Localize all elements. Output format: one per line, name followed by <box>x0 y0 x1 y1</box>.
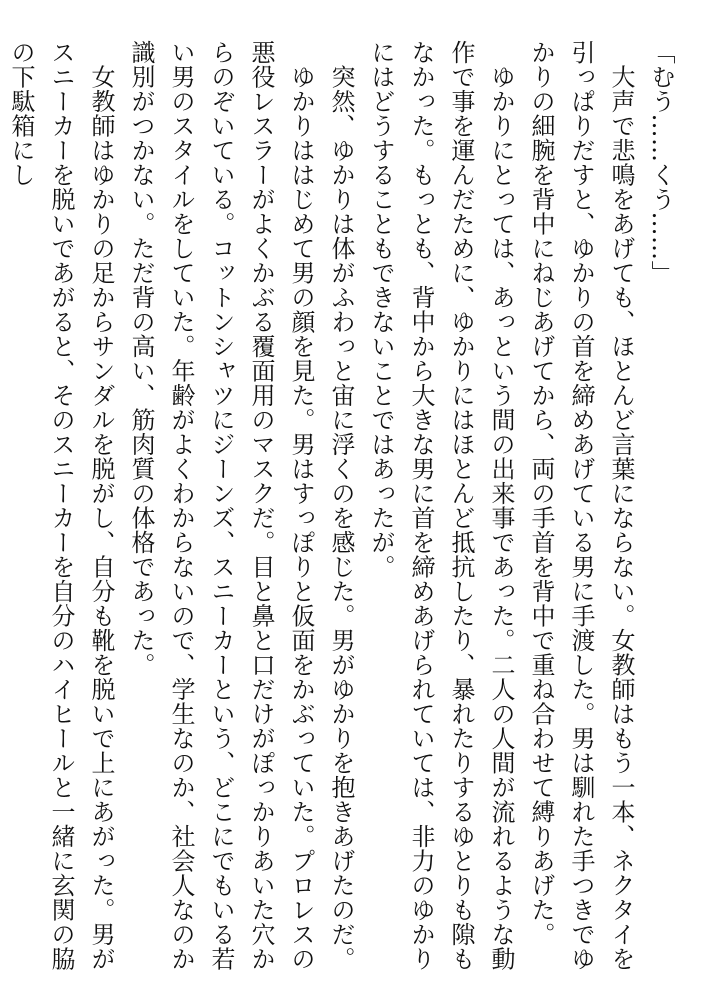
paragraph-2: ゆかりにとっては、あっという間の出来事であった。二人の人間が流れるような動作で事を運んだために、ゆかりにはほとんど抵抗したり、暴れたりするゆとりも隙もなかった。もっとも、背中から大きな男に首を締めあげられていては、非力のゆかりにはどうすることもできないことではあったが。 <box>367 40 515 971</box>
paragraph-1: 大声で悲鳴をあげても、ほとんど言葉にならない。女教師はもう一本、ネクタイを引っぱりだすと、ゆかりの首を締めあげている男に手渡した。男は馴れた手つきでゆかりの細腕を背中にねじあげてから、両の手首を背中で重ね合わせて縛りあげた。 <box>527 40 635 971</box>
paragraph-dialogue: 「むう……くう……」 <box>647 40 675 285</box>
paragraph-4: ゆかりははじめて男の顔を見た。男はすっぽりと仮面をかぶっていた。プロレスの悪役レスラーがよくかぶる覆面用のマスクだ。目と鼻と口だけがぽっかりあいた穴からのぞいている。コットンシャツにジーンズ、スニーカーという、どこにでもいる若い男のスタイルをしていた。年齢がよくわからないので、学生なのか、社会人なのか識別がつかない。ただ背の高い、筋肉質の体格であった。 <box>127 40 315 971</box>
paragraph-5: 女教師はゆかりの足からサンダルを脱がし、自分も靴を脱いで上にあがった。男がスニーカーを脱いであがると、そのスニーカーを自分のハイヒールと一緒に玄関の脇の下駄箱にし <box>7 40 115 971</box>
paragraph-3: 突然、ゆかりは体がふわっと宙に浮くのを感じた。男がゆかりを抱きあげたのだ。 <box>327 40 355 971</box>
vertical-text-body <box>1 40 681 980</box>
